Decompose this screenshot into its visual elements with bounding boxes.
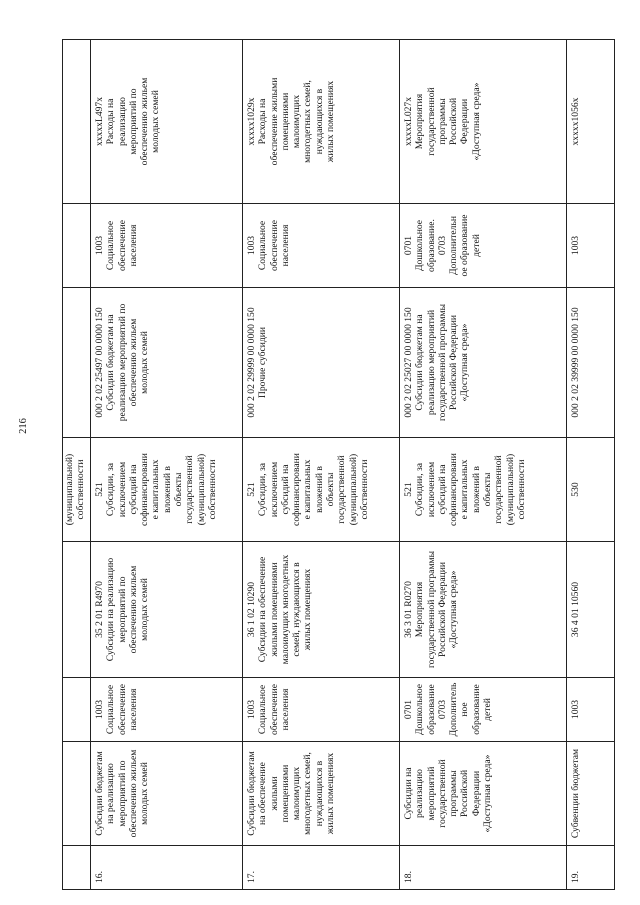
row-section: 1003 Социальное обеспечение населения: [91, 678, 243, 742]
row-number: 18.: [400, 846, 567, 890]
page-number: 216: [18, 418, 29, 434]
row-expense-type: 530: [567, 438, 615, 542]
row-expense-type: 521 Субсидии, за исключением субсидий на софинансировани е капитальных вложений в объекты государственной (муниципальной) собственности: [400, 438, 567, 542]
cont-cell: [63, 742, 91, 846]
row-fb-target: xxxxxL027x Мероприятия государственной программы Российской Федерации «Доступная среда»: [400, 40, 567, 204]
cont-cell: [63, 288, 91, 438]
row-number: 17.: [243, 846, 400, 890]
row-expense-type: 521 Субсидии, за исключением субсидий на софинансировани е капитальных вложений в объекты государственной (муниципальной) собственности: [243, 438, 400, 542]
table-row: [243, 40, 400, 890]
row-fb-target: xxxxx1056x: [567, 40, 615, 204]
cont-expense-type: (муниципальной) собственности: [63, 438, 91, 542]
row-target: 35 2 01 R4970 Субсидии на реализацию мероприятий по обеспечению жильем молодых семей: [91, 542, 243, 678]
row-revenue: 000 2 02 25497 00 0000 150 Субсидии бюджетам на реализацию мероприятий по обеспечению жильем молодых семей: [91, 288, 243, 438]
table-row: [400, 40, 567, 890]
row-fb-section: 1003 Социальное обеспечение населения: [243, 204, 400, 288]
row-fb-target: xxxxxL497x Расходы на реализацию мероприятий по обеспечению жильем молодых семей: [91, 40, 243, 204]
row-revenue: 000 2 02 25027 00 0000 150 Субсидии бюджетам на реализацию мероприятий государственной программы Российской Федерации «Доступная среда»: [400, 288, 567, 438]
cont-cell: [63, 678, 91, 742]
row-section: 1003 Социальное обеспечение населения: [243, 678, 400, 742]
row-revenue: 000 2 02 39999 00 0000 150: [567, 288, 615, 438]
rotated-table-wrapper: [62, 40, 614, 890]
row-revenue: 000 2 02 29999 00 0000 150 Прочие субсидии: [243, 288, 400, 438]
row-number: 19.: [567, 846, 615, 890]
row-section: 0701 Дошкольное образование 0703 Дополнитель ное образование детей: [400, 678, 567, 742]
cont-cell: [63, 40, 91, 204]
row-number: 16.: [91, 846, 243, 890]
cont-cell: [63, 846, 91, 890]
row-name: Субсидии бюджетам на обеспечение жилыми помещениями малоимущих многодетных семей, нуждающихся в жилых помещениях: [243, 742, 400, 846]
table-row: [567, 40, 615, 890]
row-fb-section: 1003 Социальное обеспечение населения: [91, 204, 243, 288]
row-name: Субсидии бюджетам на реализацию мероприятий по обеспечению жильем молодых семей: [91, 742, 243, 846]
continuation-row: [63, 40, 91, 890]
row-target: 36 4 01 10560: [567, 542, 615, 678]
row-target: 36 1 02 10290 Субсидии на обеспечение жилыми помещениями малоимущих многодетных семей, нуждающихся в жилых помещениях: [243, 542, 400, 678]
table-row: [91, 40, 243, 890]
row-fb-target: xxxxx1029x Расходы на обеспечение жилыми помещениями малоимущих многодетных семей, нуждающихся в жилых помещениях: [243, 40, 400, 204]
cont-cell: [63, 542, 91, 678]
row-section: 1003: [567, 678, 615, 742]
row-fb-section: 1003: [567, 204, 615, 288]
row-expense-type: 521 Субсидии, за исключением субсидий на софинансировани е капитальных вложений в объекты государственной (муниципальной) собственности: [91, 438, 243, 542]
row-target: 36 3 01 R0270 Мероприятия государственной программы Российской Федерации «Доступная среда»: [400, 542, 567, 678]
budget-table: [62, 39, 615, 890]
row-name: Субвенции бюджетам: [567, 742, 615, 846]
row-fb-section: 0701 Дошкольное образование. 0703 Дополнительн ое образование детей: [400, 204, 567, 288]
cont-cell: [63, 204, 91, 288]
row-name: Субсидии на реализацию мероприятий государственной программы Российской Федерации «Доступная среда»: [400, 742, 567, 846]
